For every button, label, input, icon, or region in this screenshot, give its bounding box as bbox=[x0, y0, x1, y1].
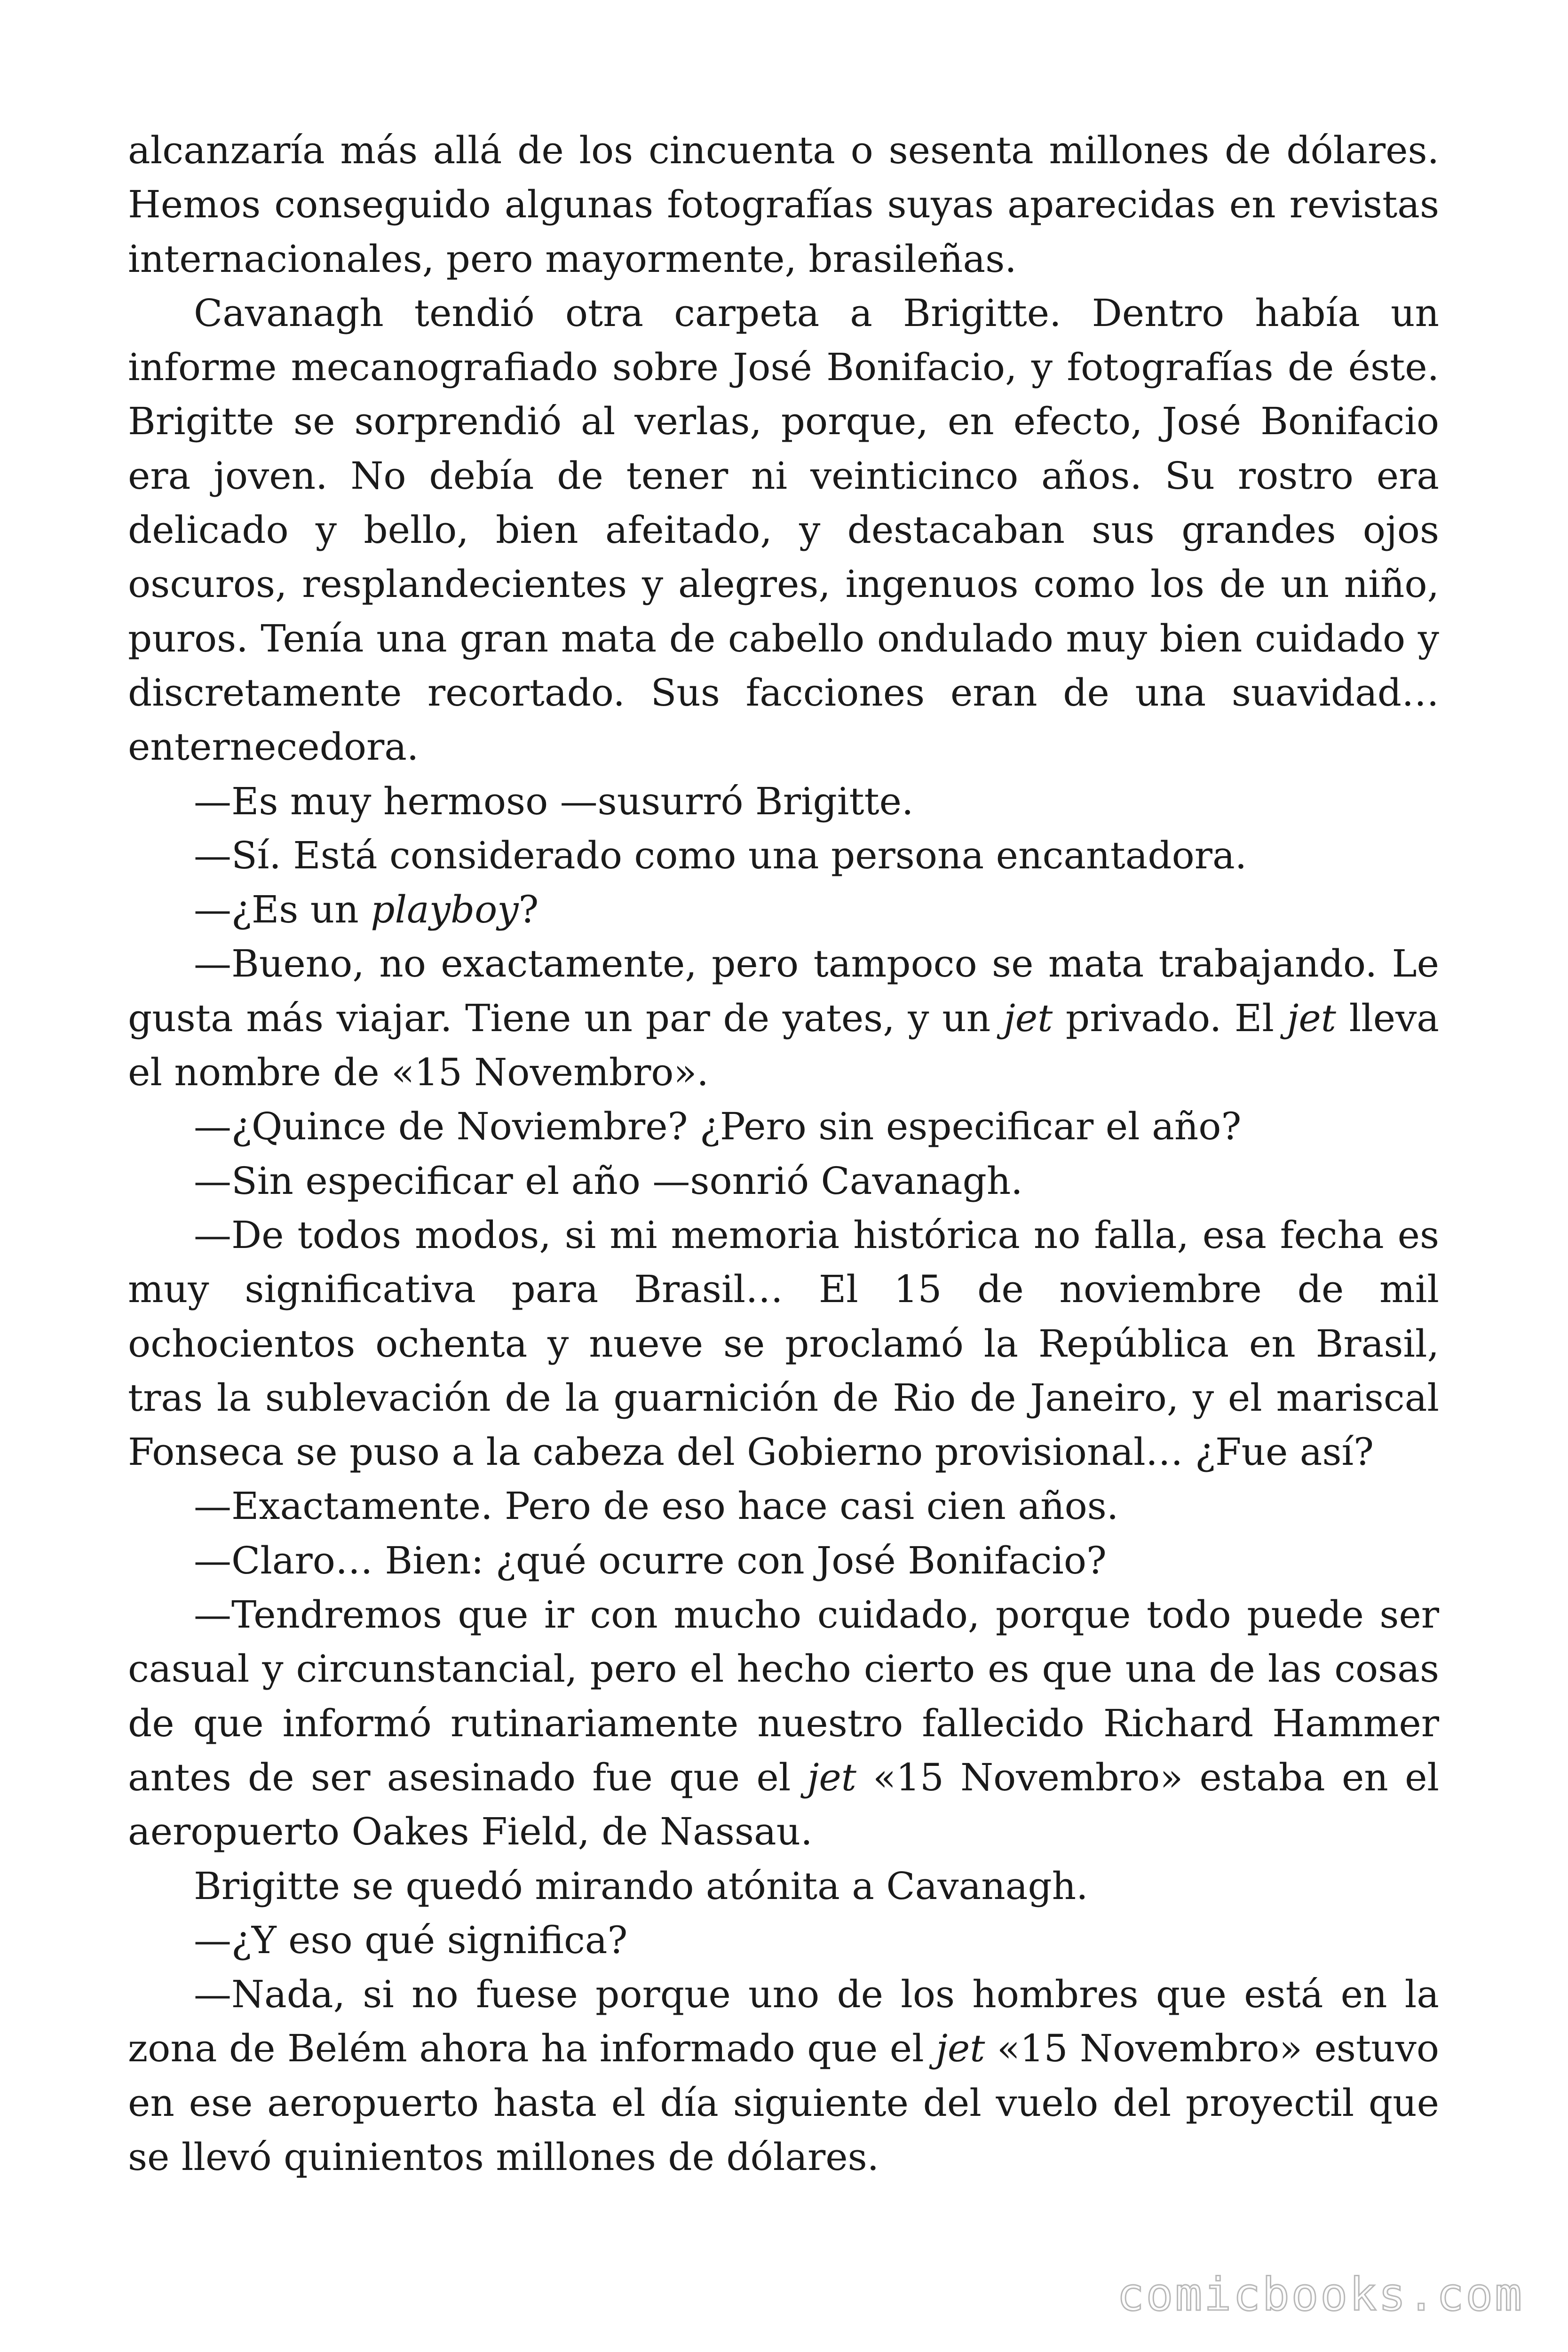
text-run: lleva el nombre de «15 Novembro». bbox=[128, 996, 1439, 1095]
paragraph bbox=[128, 1099, 1439, 1153]
text-run: —¿Es un bbox=[194, 888, 371, 932]
paragraph bbox=[128, 882, 1439, 937]
body-text bbox=[128, 123, 1439, 2184]
text-run: Cavanagh tendió otra carpeta a Brigitte. Dentro había un informe mecanografiado sobre José Bonifacio, y fotografías de éste. Brigitte se sorprendió al verlas, porque, en efecto, José Bonifacio era joven. No debía de tener ni veinticinco años. Su rostro era delicado y bello, bien afeitado, y destacaban sus grandes ojos oscuros, resplandecientes y alegres, ingenuos como los de un niño, puros. Tenía una gran mata de cabello ondulado muy bien cuidado y discretamente recortado. Sus facciones eran de una suavidad… enternecedora. bbox=[128, 291, 1439, 769]
text-run: —Sí. Está considerado como una persona encantadora. bbox=[194, 833, 1247, 877]
paragraph bbox=[128, 828, 1439, 882]
paragraph bbox=[128, 1967, 1439, 2184]
paragraph bbox=[128, 286, 1439, 774]
italic-text: playboy bbox=[371, 888, 519, 932]
paragraph bbox=[128, 937, 1439, 1099]
paragraph bbox=[128, 1859, 1439, 1913]
text-run: —Sin especificar el año —sonrió Cavanagh. bbox=[194, 1159, 1023, 1203]
paragraph bbox=[128, 774, 1439, 828]
paragraph bbox=[128, 1208, 1439, 1479]
text-run: ? bbox=[518, 888, 539, 932]
text-run: —De todos modos, si mi memoria histórica no falla, esa fecha es muy significativa para Brasil… El 15 de noviembre de mil ochocientos ochenta y nueve se proclamó la República en Brasil, tras la sublevación de la guarnición de Rio de Janeiro, y el mariscal Fonseca se puso a la cabeza del Gobierno provisional… ¿Fue así? bbox=[128, 1213, 1439, 1474]
text-run: «15 Novembro» estaba en el aeropuerto Oakes Field, de Nassau. bbox=[128, 1755, 1439, 1854]
paragraph bbox=[128, 123, 1439, 286]
text-run: —¿Quince de Noviembre? ¿Pero sin especificar el año? bbox=[194, 1104, 1242, 1149]
text-run: Brigitte se quedó mirando atónita a Cavanagh. bbox=[194, 1864, 1088, 1908]
paragraph bbox=[128, 1588, 1439, 1859]
paragraph bbox=[128, 1913, 1439, 1967]
italic-text: jet bbox=[936, 2026, 985, 2071]
text-run: —¿Y eso qué significa? bbox=[194, 1918, 628, 1962]
text-run: —Bueno, no exactamente, pero tampoco se mata trabajando. Le gusta más viajar. Tiene un par de yates, y un bbox=[128, 942, 1439, 1040]
watermark: comicbooks.com bbox=[1117, 2268, 1524, 2321]
text-run: privado. El bbox=[1053, 996, 1287, 1040]
italic-text: jet bbox=[1287, 996, 1336, 1040]
text-run: «15 Novembro» estuvo en ese aeropuerto hasta el día siguiente del vuelo del proyectil que se llevó quinientos millones de dólares. bbox=[128, 2026, 1439, 2179]
text-run: —Claro… Bien: ¿qué ocurre con José Bonifacio? bbox=[194, 1538, 1107, 1582]
paragraph bbox=[128, 1534, 1439, 1588]
text-run: —Nada, si no fuese porque uno de los hombres que está en la zona de Belém ahora ha informado que el bbox=[128, 1972, 1439, 2071]
paragraph bbox=[128, 1154, 1439, 1208]
text-run: alcanzaría más allá de los cincuenta o sesenta millones de dólares. Hemos conseguido algunas fotografías suyas aparecidas en revistas internacionales, pero mayormente, brasileñas. bbox=[128, 128, 1439, 281]
italic-text: jet bbox=[807, 1755, 856, 1799]
italic-text: jet bbox=[1003, 996, 1053, 1040]
paragraph bbox=[128, 1479, 1439, 1533]
text-run: —Tendremos que ir con mucho cuidado, porque todo puede ser casual y circunstancial, pero el hecho cierto es que una de las cosas de que informó rutinariamente nuestro fallecido Richard Hammer antes de ser asesinado fue que el bbox=[128, 1593, 1439, 1799]
text-run: —Es muy hermoso —susurró Brigitte. bbox=[194, 779, 914, 823]
text-run: —Exactamente. Pero de eso hace casi cien años. bbox=[194, 1484, 1119, 1528]
